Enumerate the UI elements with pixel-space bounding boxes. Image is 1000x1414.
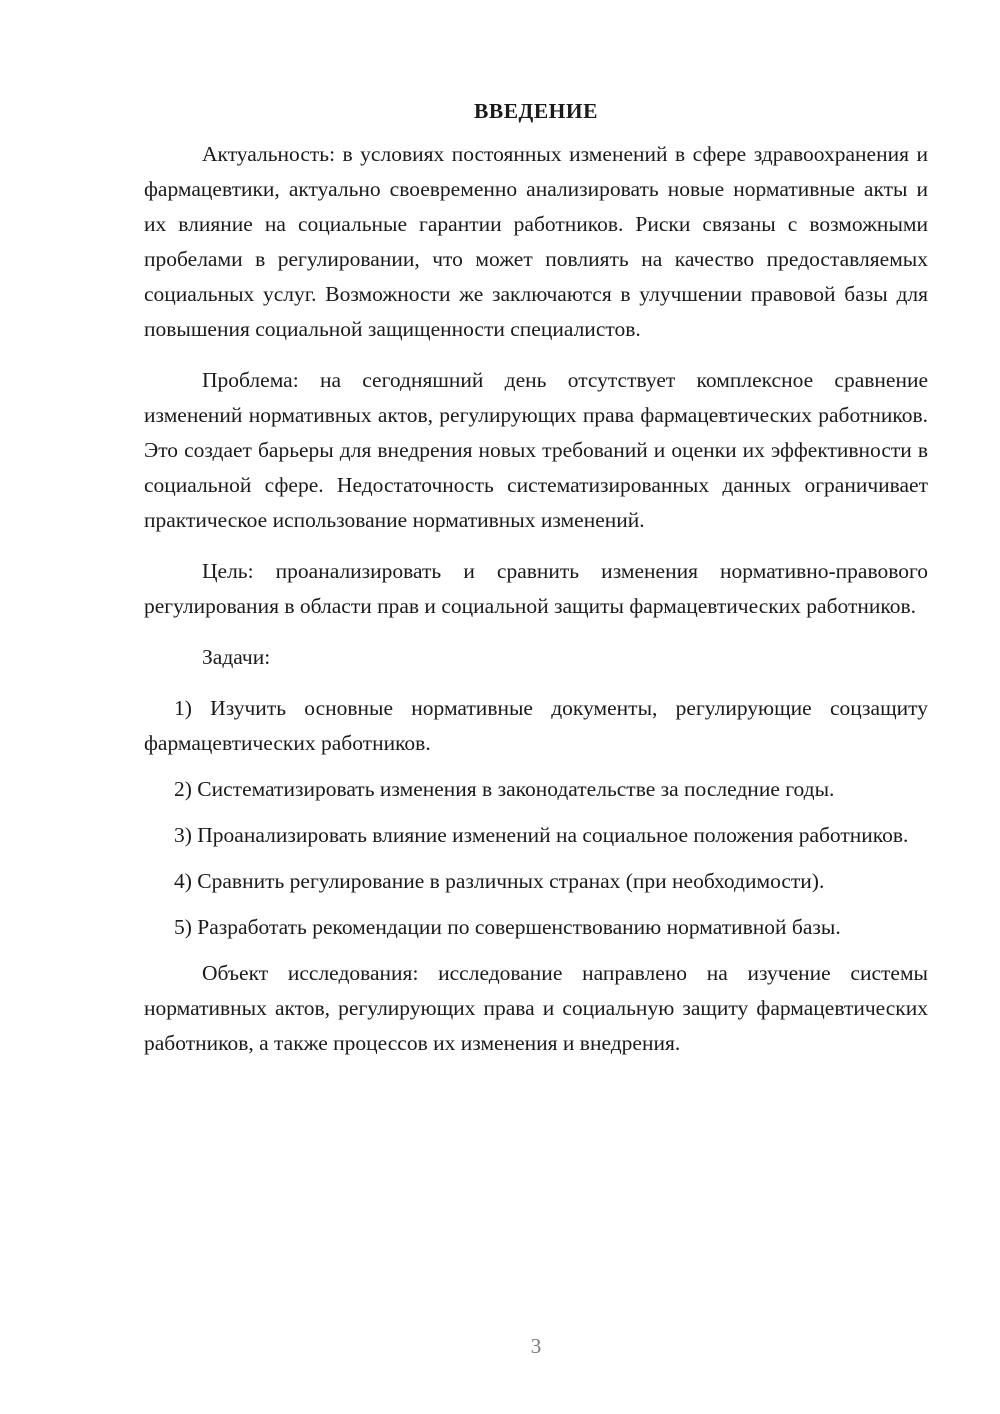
task-item: 2) Систематизировать изменения в законодательстве за последние годы.: [174, 777, 835, 801]
task-item: 1) Изучить основные нормативные документы, регулирующие соцзащиту фармацевтических работников.: [144, 696, 928, 755]
task-item: 5) Разработать рекомендации по совершенствованию нормативной базы.: [174, 915, 841, 939]
relevance-paragraph: Актуальность: в условиях постоянных изменений в сфере здравоохранения и фармацевтики, актуально своевременно анализировать новые нормативные акты и их влияние на социальные гарантии работников. Риски связаны с возможными пробелами в регулировании, что может повлиять на качество предоставляемых социальных услуг. Возможности же заключаются в улучшении правовой базы для повышения социальной защищенности специалистов.: [144, 142, 928, 341]
document-body: [144, 94, 928, 1077]
section-heading: ВВЕДЕНИЕ: [474, 99, 598, 123]
tasks-label: Задачи:: [202, 645, 271, 669]
object-paragraph: Объект исследования: исследование направлено на изучение системы нормативных актов, регулирующих права и социальную защиту фармацевтических работников, а также процессов их изменения и внедрения.: [144, 961, 928, 1055]
goal-paragraph: Цель: проанализировать и сравнить изменения нормативно-правового регулирования в области прав и социальной защиты фармацевтических работников.: [144, 559, 928, 618]
problem-paragraph: Проблема: на сегодняшний день отсутствует комплексное сравнение изменений нормативных актов, регулирующих права фармацевтических работников. Это создает барьеры для внедрения новых требований и оценки их эффективности в социальной сфере. Недостаточность систематизированных данных ограничивает практическое использование нормативных изменений.: [144, 368, 928, 532]
page-number: 3: [530, 1334, 542, 1358]
task-item: 4) Сравнить регулирование в различных странах (при необходимости).: [174, 869, 825, 893]
task-item: 3) Проанализировать влияние изменений на социальное положения работников.: [174, 823, 909, 847]
